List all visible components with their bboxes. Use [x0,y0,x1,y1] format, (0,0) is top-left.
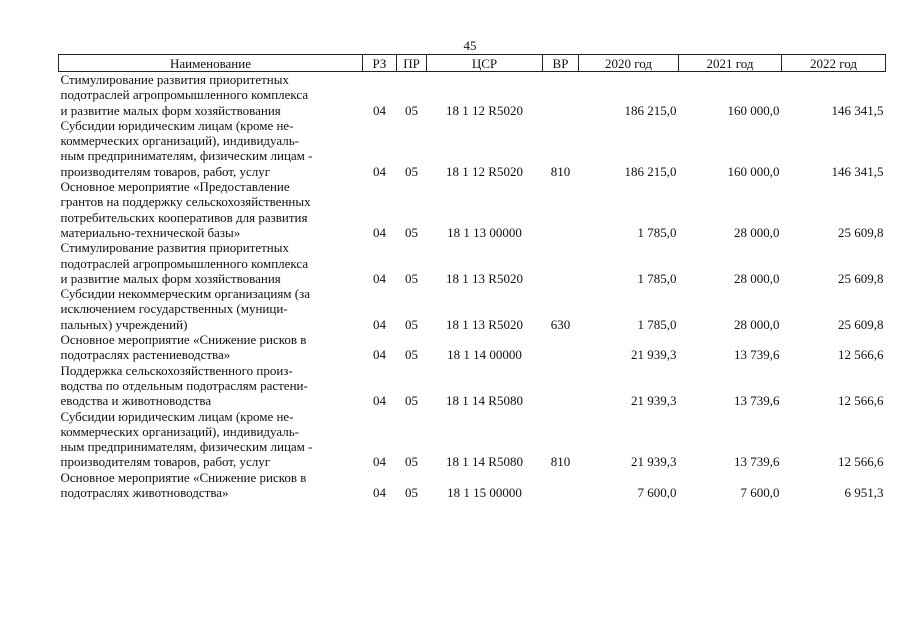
cell-rz: 04 [373,347,386,363]
cell-2020: 1 785,0 [637,224,677,240]
cell-2021: 160 000,0 [727,102,780,118]
header-pr: ПР [397,55,427,72]
table-row [59,409,886,470]
cell-rz: 04 [373,270,386,286]
header-row [59,55,886,72]
cell-2022: 25 609,8 [838,316,884,332]
name-line: грантов на поддержку сельскохозяйственных [60,194,311,210]
cell-csr: 18 1 12 R5020 [446,163,523,179]
name-line: коммерческих организаций), индивидуаль- [60,423,300,439]
cell-2021: 28 000,0 [734,224,780,240]
table-row [59,332,886,363]
cell-2022: 12 566,6 [838,393,884,409]
cell-2020: 21 939,3 [631,393,677,409]
cell-csr: 18 1 13 00000 [447,224,522,240]
cell-vr [543,72,579,118]
cell-rz: 04 [373,163,386,179]
cell-2022: 146 341,5 [831,163,884,179]
cell-csr: 18 1 13 R5020 [446,316,523,332]
table-row [59,179,886,240]
cell-vr [543,363,579,409]
cell-rz: 04 [373,316,386,332]
cell-2020: 21 939,3 [631,347,677,363]
cell-pr: 05 [405,163,418,179]
table-header [59,55,886,72]
header-2021: 2021 год [679,55,782,72]
cell-pr: 05 [405,224,418,240]
cell-csr: 18 1 15 00000 [447,485,522,501]
page-number: 45 [463,38,477,53]
cell-name [59,72,363,118]
name-line: материально-технической базы» [60,224,241,240]
cell-pr: 05 [405,454,418,470]
cell-2021: 13 739,6 [734,393,780,409]
cell-pr: 05 [405,485,418,501]
name-line: еводства и животноводства [60,393,212,409]
cell-rz: 04 [373,224,386,240]
cell-2022: 25 609,8 [838,224,884,240]
cell-pr: 05 [405,270,418,286]
name-line: водства по отдельным подотраслям растени- [60,377,308,393]
cell-vr: 630 [550,316,571,332]
cell-2020: 21 939,3 [631,454,677,470]
cell-2020: 1 785,0 [637,316,677,332]
cell-2021: 13 739,6 [734,347,780,363]
cell-name [59,286,363,332]
name-line: Стимулирование развития приоритетных [60,72,289,87]
cell-2022: 12 566,6 [838,347,884,363]
cell-pr: 05 [405,102,418,118]
table-row [59,118,886,179]
cell-csr: 18 1 14 R5080 [446,454,523,470]
table-body [59,72,886,501]
cell-name [59,363,363,409]
cell-rz: 04 [373,485,386,501]
cell-2020: 186 215,0 [624,163,677,179]
name-line: ным предпринимателям, физическим лицам - [60,148,313,164]
cell-2020: 186 215,0 [624,102,677,118]
cell-vr [543,470,579,501]
budget-table [58,54,886,500]
cell-name [59,470,363,501]
cell-csr: 18 1 14 00000 [447,347,522,363]
cell-pr: 05 [405,393,418,409]
header-2020: 2020 год [579,55,679,72]
cell-rz: 04 [373,393,386,409]
cell-name [59,118,363,179]
name-line: подотраслей агропромышленного комплекса [60,87,309,103]
name-line: Субсидии юридическим лицам (кроме не- [60,408,294,424]
cell-rz: 04 [373,102,386,118]
name-line: подотраслей агропромышленного комплекса [60,255,309,271]
cell-name [59,179,363,240]
cell-name [59,409,363,470]
name-line: и развитие малых форм хозяйствования [60,270,281,286]
cell-2022: 6 951,3 [844,485,884,501]
table-row [59,72,886,118]
cell-2021: 160 000,0 [727,163,780,179]
header-2022: 2022 год [782,55,886,72]
name-line: коммерческих организаций), индивидуаль- [60,133,300,149]
cell-vr [543,240,579,286]
name-line: Субсидии юридическим лицам (кроме не- [60,117,294,133]
cell-2022: 25 609,8 [838,270,884,286]
cell-pr: 05 [405,347,418,363]
cell-2021: 28 000,0 [734,316,780,332]
cell-vr: 810 [550,163,571,179]
cell-vr [543,332,579,363]
name-line: исключением государственных (муници- [60,301,288,317]
table-row [59,363,886,409]
cell-2021: 7 600,0 [740,485,780,501]
cell-2022: 146 341,5 [831,102,884,118]
name-line: Субсидии некоммерческим организациям (за [60,286,311,302]
name-line: Основное мероприятие «Снижение рисков в [60,332,307,348]
cell-2022: 12 566,6 [838,454,884,470]
cell-pr: 05 [405,316,418,332]
cell-2020: 1 785,0 [637,270,677,286]
name-line: пальных) учреждений) [60,316,188,332]
name-line: подотраслях растениеводства» [60,347,231,363]
name-line: производителям товаров, работ, услуг [60,163,271,179]
header-rz: РЗ [363,55,397,72]
name-line: Основное мероприятие «Снижение рисков в [60,469,307,485]
cell-vr [543,179,579,240]
name-line: Стимулирование развития приоритетных [60,240,289,256]
header-vr: ВР [543,55,579,72]
cell-vr: 810 [550,454,571,470]
table-row [59,286,886,332]
table-row [59,240,886,286]
name-line: Поддержка сельскохозяйственного произ- [60,362,293,378]
cell-2020: 7 600,0 [637,485,677,501]
header-csr: ЦСР [427,55,543,72]
name-line: подотраслях животноводства» [60,485,229,501]
table-row [59,470,886,501]
header-name: Наименование [59,55,363,72]
cell-csr: 18 1 13 R5020 [446,270,523,286]
cell-2021: 28 000,0 [734,270,780,286]
name-line: производителям товаров, работ, услуг [60,454,271,470]
cell-rz: 04 [373,454,386,470]
name-line: Основное мероприятие «Предоставление [60,179,290,195]
cell-2021: 13 739,6 [734,454,780,470]
cell-csr: 18 1 12 R5020 [446,102,523,118]
name-line: потребительских кооперативов для развития [60,209,308,225]
name-line: и развитие малых форм хозяйствования [60,102,281,118]
name-line: ным предпринимателям, физическим лицам - [60,439,313,455]
cell-csr: 18 1 14 R5080 [446,393,523,409]
cell-name [59,240,363,286]
cell-name [59,332,363,363]
